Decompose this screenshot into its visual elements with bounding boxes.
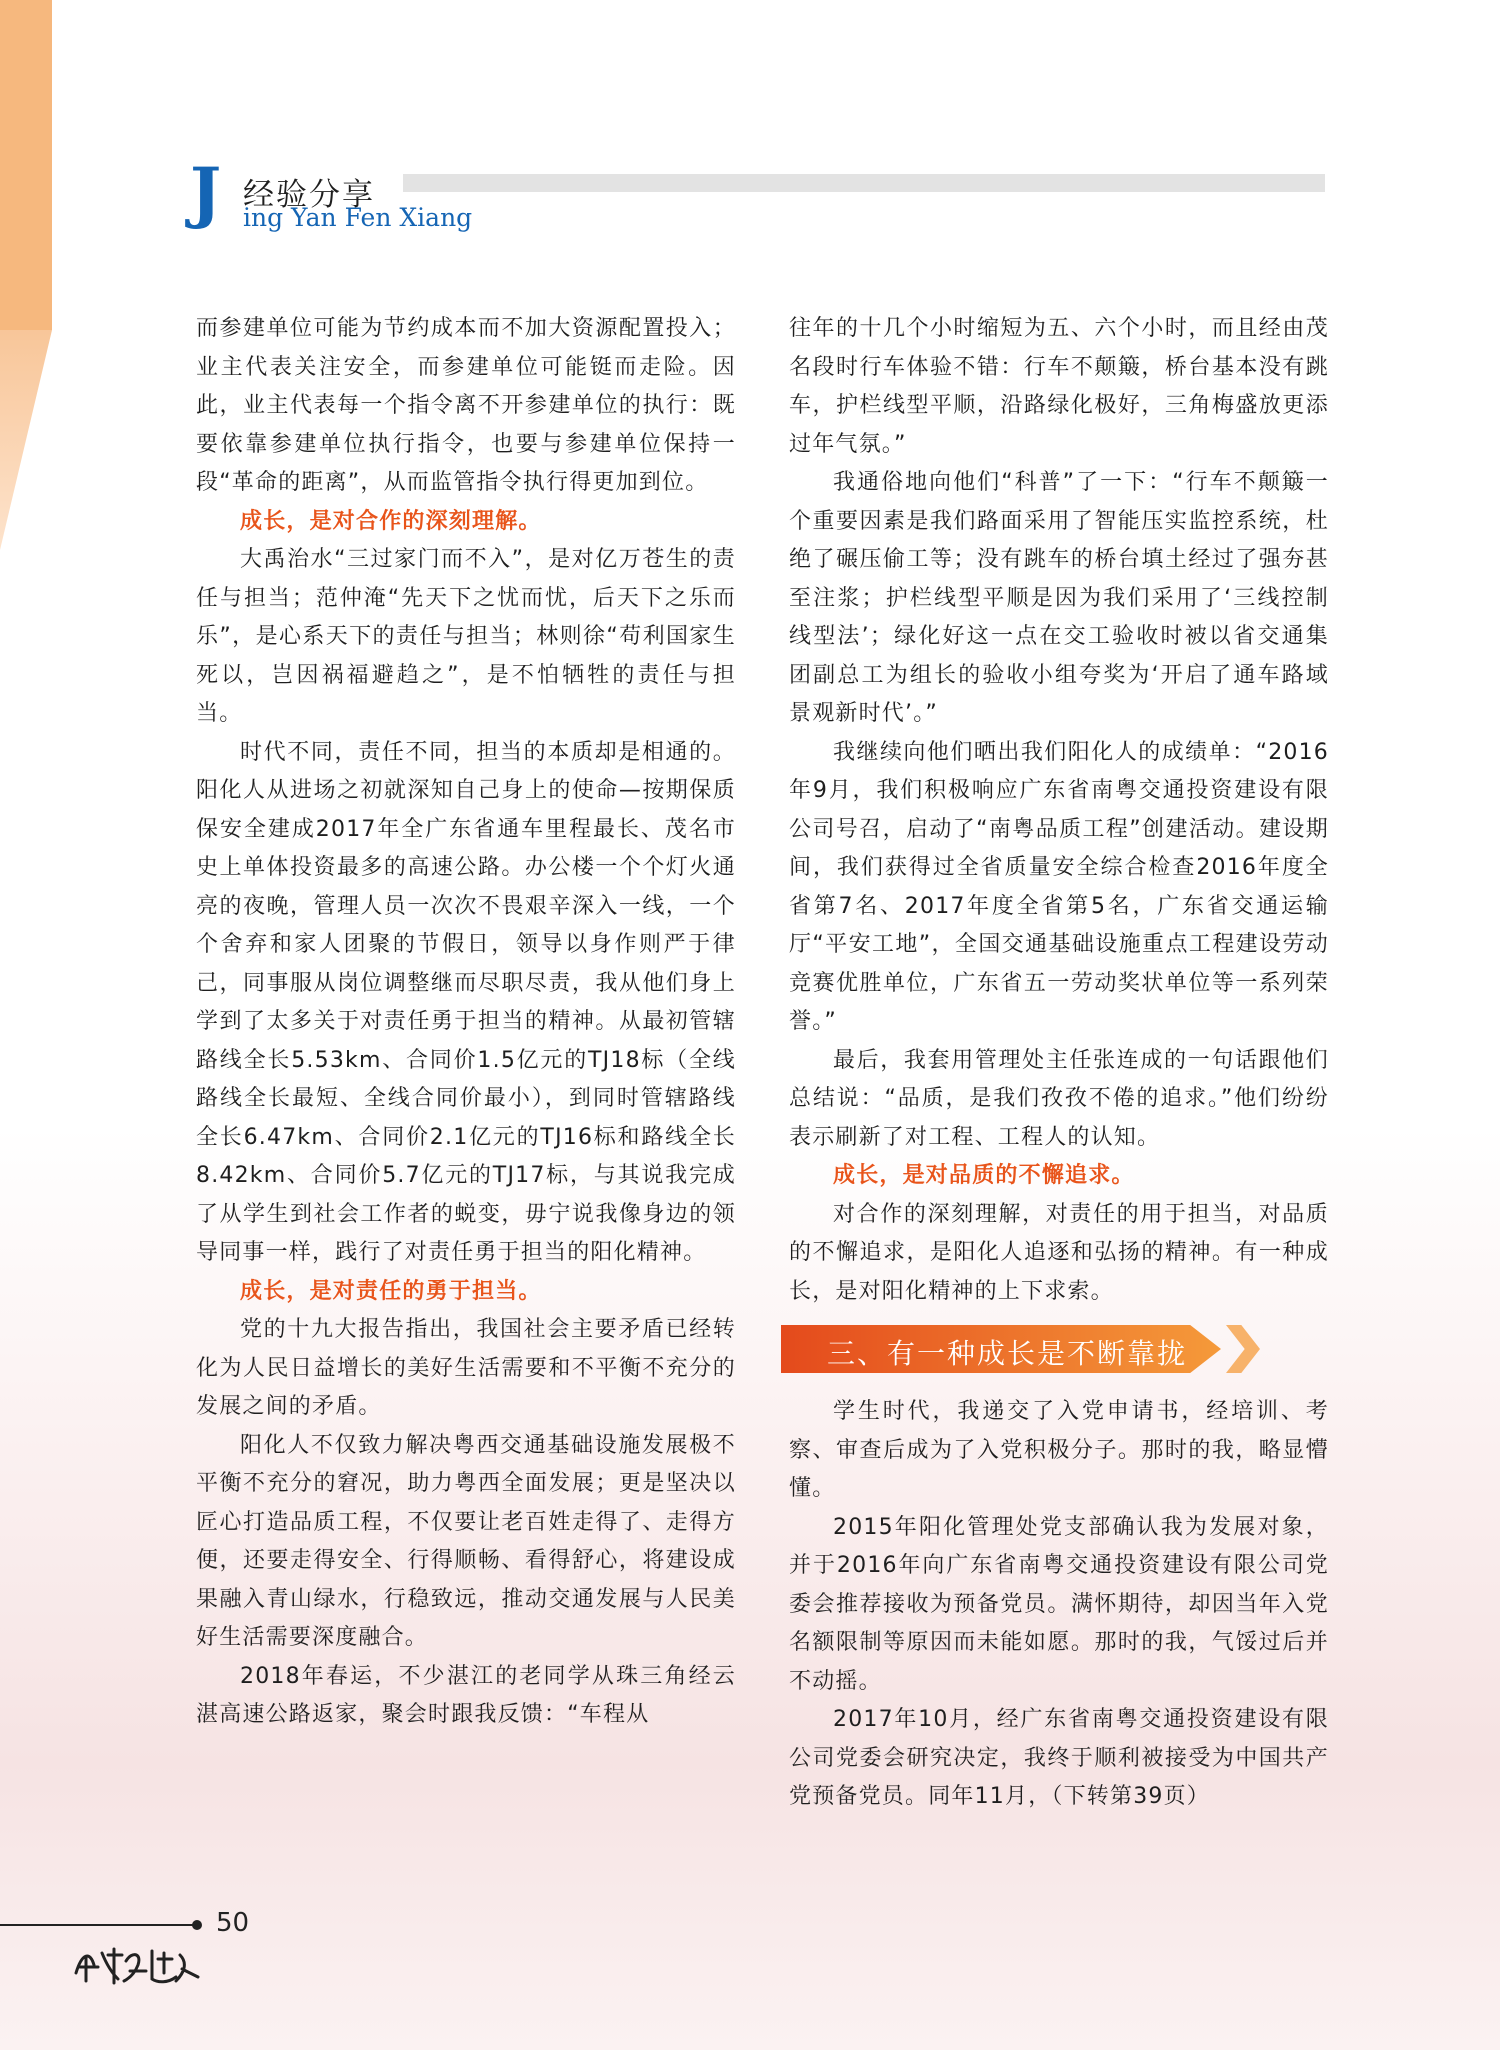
subheading: 成长，是对品质的不懈追求。 xyxy=(833,1163,1135,1188)
paragraph: 2018年春运，不少湛江的老同学从珠三角经云湛高速公路返家，聚会时跟我反馈：“车程从 xyxy=(196,1663,736,1727)
decorative-orange-triangle xyxy=(0,330,52,550)
header-rule xyxy=(403,174,1325,192)
section-header xyxy=(190,153,1325,235)
header-title-chinese: 经验分享 xyxy=(243,177,375,213)
paragraph: 学生时代，我递交了入党申请书，经培训、考察、审查后成为了入党积极分子。那时的我，略显懵懂。 xyxy=(789,1399,1329,1501)
decorative-orange-bar xyxy=(0,0,52,330)
paragraph: 对合作的深刻理解，对责任的用于担当，对品质的不懈追求，是阳化人追逐和弘扬的精神。有一种成长，是对阳化精神的上下求索。 xyxy=(789,1201,1329,1304)
paragraph: 2017年10月，经广东省南粤交通投资建设有限公司党委会研究决定，我终于顺利被接受为中国共产党预备党员。同年11月，（下转第39页） xyxy=(789,1707,1329,1809)
magazine-logo xyxy=(72,1943,202,1987)
paragraph: 时代不同，责任不同，担当的本质却是相通的。阳化人从进场之初就深知自己身上的使命—按期保质保安全建成2017年全广东省通车里程最长、茂名市史上单体投资最多的高速公路。办公楼一个个灯火通亮的夜晚，管理人员一次次不畏艰辛深入一线，一个个舍弃和家人团聚的节假日，领导以身作则严于律己，同事服从岗位调整继而尽职尽责，我从他们身上学到了太多关于对责任勇于担当的精神。从最初管辖路线全长5.53km、合同价1.5亿元的TJ18标（全线路线全长最短、全线合同价最小），到同时管辖路线全长6.47km、合同价2.1亿元的TJ16标和路线全长8.42km、合同价5.7亿元的TJ17标，与其说我完成了从学生到社会工作者的蜕变，毋宁说我像身边的领导同事一样，践行了对责任勇于担当的阳化精神。 xyxy=(196,739,736,1265)
header-title-pinyin: ing Yan Fen Xiang xyxy=(243,203,473,232)
footer-dot xyxy=(192,1920,202,1930)
paragraph: 2015年阳化管理处党支部确认我为发展对象，并于2016年向广东省南粤交通投资建设有限公司党委会推荐接收为预备党员。满怀期待，却因当年入党名额限制等原因而未能如愿。那时的我，气馁过后并不动摇。 xyxy=(789,1514,1329,1694)
paragraph: 我通俗地向他们“科普”了一下：“行车不颠簸一个重要因素是我们路面采用了智能压实监控系统，杜绝了碾压偷工等；没有跳车的桥台填土经过了强夯甚至注浆；护栏线型平顺是因为我们采用了‘三线控制线型法’；绿化好这一点在交工验收时被以省交通集团副总工为组长的验收小组夸奖为‘开启了通车路域景观新时代’。” xyxy=(789,470,1329,726)
paragraph: 大禹治水“三过家门而不入”，是对亿万苍生的责任与担当；范仲淹“先天下之忧而忧，后天下之乐而乐”，是心系天下的责任与担当；林则徐“苟利国家生死以，岂因祸福避趋之”，是不怕牺牲的责任与担当。 xyxy=(196,547,736,726)
subheading: 成长，是对合作的深刻理解。 xyxy=(240,508,542,534)
banner-title: 三、有一种成长是不断靠拢 xyxy=(827,1337,1188,1370)
paragraph: 党的十九大报告指出，我国社会主要矛盾已经转化为人民日益增长的美好生活需要和不平衡不充分的发展之间的矛盾。 xyxy=(196,1317,736,1419)
paragraph: 我继续向他们晒出我们阳化人的成绩单：“2016年9月，我们积极响应广东省南粤交通投资建设有限公司号召，启动了“南粤品质工程”创建活动。建设期间，我们获得过全省质量安全综合检查2016年度全省第7名、2017年度全省第5名，广东省交通运输厅“平安工地”，全国交通基础设施重点工程建设劳动竞赛优胜单位，广东省五一劳动奖状单位等一系列荣誉。” xyxy=(789,739,1329,1034)
header-initial: J xyxy=(190,153,222,231)
paragraph: 最后，我套用管理处主任张连成的一句话跟他们总结说：“品质，是我们孜孜不倦的追求。”他们纷纷表示刷新了对工程、工程人的认知。 xyxy=(789,1047,1329,1150)
footer-rule xyxy=(0,1924,196,1926)
left-column xyxy=(196,310,736,1735)
paragraph: 往年的十几个小时缩短为五、六个小时，而且经由茂名段时行车体验不错：行车不颠簸，桥台基本没有跳车，护栏线型平顺，沿路绿化极好，三角梅盛放更添过年气氛。” xyxy=(789,316,1329,457)
page-number: 50 xyxy=(216,1908,250,1938)
section-banner xyxy=(781,1325,1251,1373)
right-column xyxy=(789,310,1329,1817)
paragraph: 而参建单位可能为节约成本而不加大资源配置投入；业主代表关注安全，而参建单位可能铤而走险。因此，业主代表每一个指令离不开参建单位的执行：既要依靠参建单位执行指令，也要与参建单位保持一段“革命的距离”，从而监管指令执行得更加到位。 xyxy=(196,316,736,495)
paragraph: 阳化人不仅致力解决粤西交通基础设施发展极不平衡不充分的窘况，助力粤西全面发展；更是坚决以匠心打造品质工程，不仅要让老百姓走得了、走得方便，还要走得安全、行得顺畅、看得舒心，将建设成果融入青山绿水，行稳致远，推动交通发展与人民美好生活需要深度融合。 xyxy=(196,1432,736,1650)
banner-arrow-icon xyxy=(1226,1325,1260,1373)
subheading: 成长，是对责任的勇于担当。 xyxy=(240,1278,542,1304)
